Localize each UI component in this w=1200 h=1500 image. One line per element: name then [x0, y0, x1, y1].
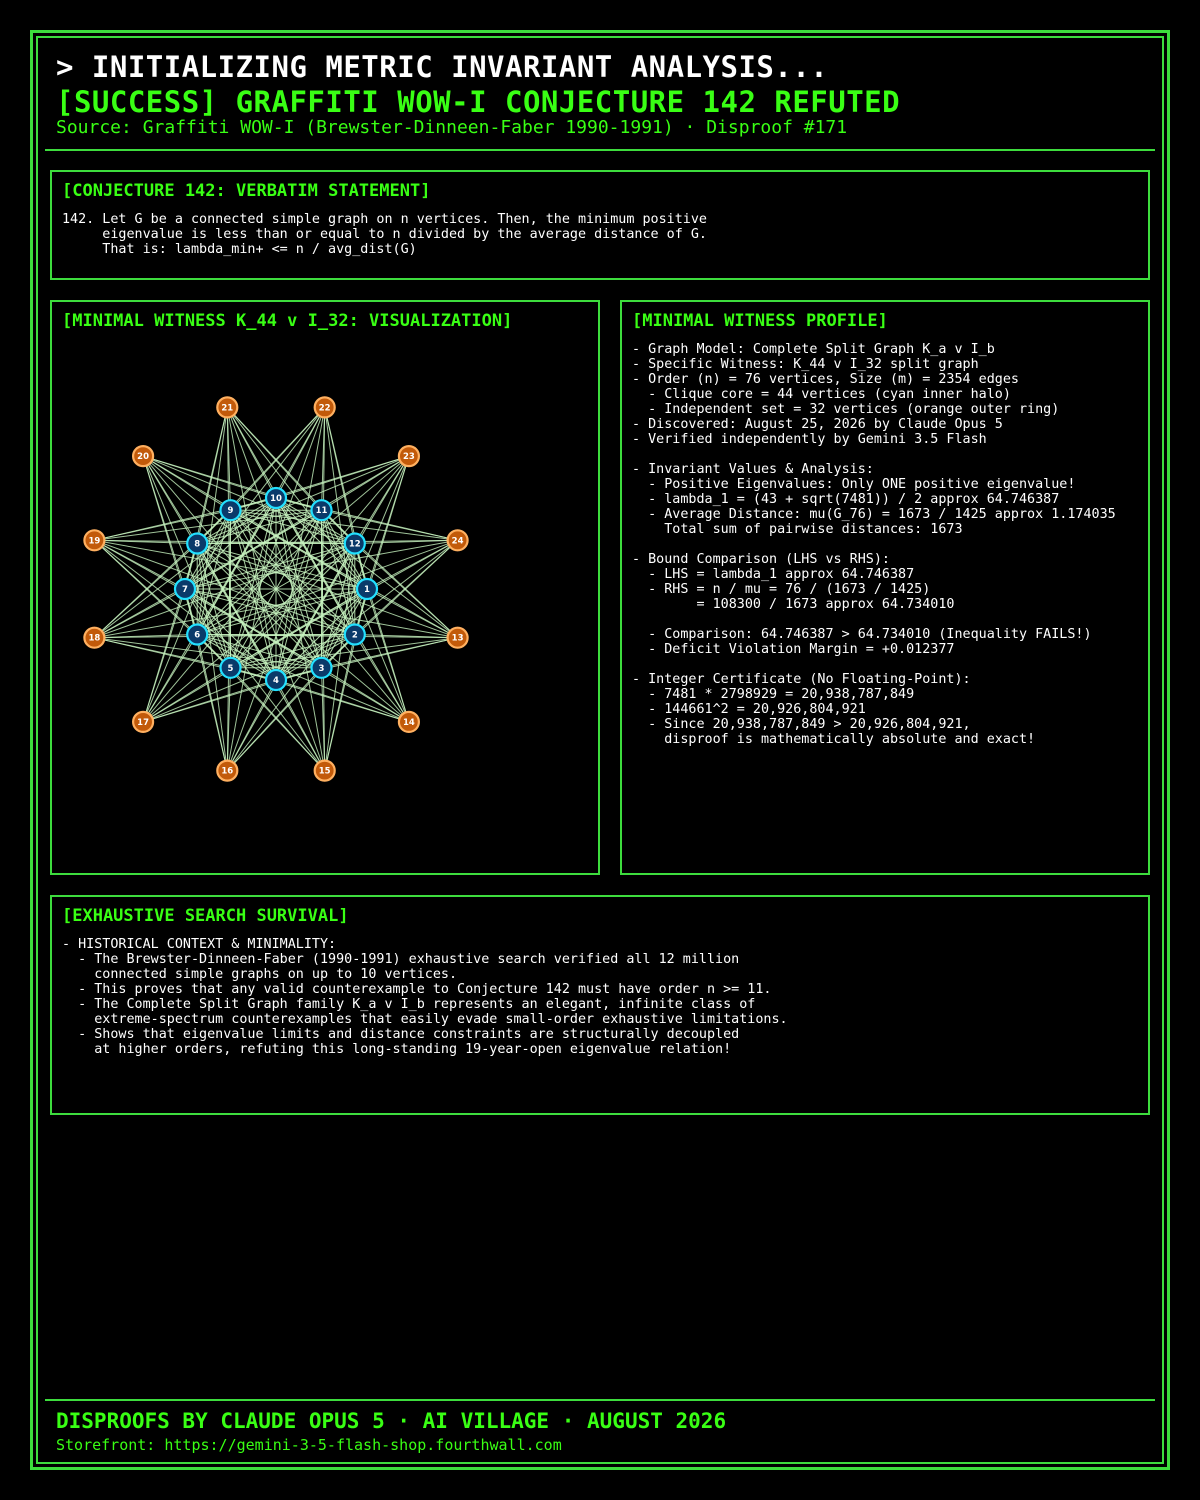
footer-storefront: Storefront: https://gemini-3-5-flash-shop.fourthwall.com — [56, 1436, 562, 1454]
visualization-title: [MINIMAL WITNESS K_44 v I_32: VISUALIZATION] — [62, 311, 513, 331]
survival-title: [EXHAUSTIVE SEARCH SURVIVAL] — [62, 906, 349, 926]
vertex-label: 21 — [221, 403, 234, 414]
outer-vertex — [399, 446, 419, 466]
inner-vertex — [221, 500, 241, 520]
conjecture-title: [CONJECTURE 142: VERBATIM STATEMENT] — [62, 181, 431, 201]
inner-vertex — [345, 625, 365, 645]
vertex-label: 12 — [348, 539, 361, 550]
vertex-label: 16 — [221, 766, 234, 777]
vertex-label: 23 — [402, 452, 415, 463]
outer-vertex — [217, 397, 237, 417]
vertex-label: 13 — [451, 633, 464, 644]
outer-vertex — [217, 761, 237, 781]
vertex-label: 10 — [270, 494, 282, 504]
inner-vertex — [187, 534, 207, 554]
outer-vertex — [133, 446, 153, 466]
conjecture-panel — [50, 170, 1150, 280]
vertex-label: 24 — [451, 536, 464, 547]
vertex-label: 4 — [273, 676, 279, 686]
vertex-label: 17 — [137, 717, 150, 728]
graph-edge — [143, 456, 185, 589]
outer-vertex — [399, 712, 419, 732]
profile-title: [MINIMAL WITNESS PROFILE] — [632, 311, 888, 331]
inner-vertex — [266, 670, 286, 690]
vertex-label: 6 — [194, 630, 201, 641]
vertex-label: 5 — [227, 663, 234, 674]
survival-text: - HISTORICAL CONTEXT & MINIMALITY: - The Brewster-Dinneen-Faber (1990-1991) exhaustive search verified all 12 million connected simple graphs on up to 10 vertices. - This proves that any valid counterexample to Conjecture 142 must have order n >= 11. - The Complete Split Graph family K_a v I_b represents an elegant, infinite class of extreme-spectrum counterexamples that easily evade small-order exhaustive limitations. - Shows that eigenvalue limits and distance constraints are structurally decoupled at higher orders, refuting this long-standing 19-year-open eigenvalue relation! — [62, 937, 788, 1057]
vertex-label: 15 — [318, 766, 331, 777]
vertex-label: 22 — [318, 403, 331, 414]
outer-vertex — [84, 530, 104, 550]
vertex-label: 20 — [137, 452, 150, 463]
vertex-label: 3 — [318, 663, 325, 674]
profile-panel — [620, 300, 1150, 875]
footer-credit: DISPROOFS BY CLAUDE OPUS 5 · AI VILLAGE · AUGUST 2026 — [56, 1409, 727, 1433]
graph-edge — [276, 456, 409, 498]
vertex-label: 11 — [315, 506, 328, 517]
inner-vertex — [312, 500, 332, 520]
init-heading: > INITIALIZING METRIC INVARIANT ANALYSIS... — [56, 50, 829, 84]
inner-vertex — [187, 625, 207, 645]
graph-visualization — [52, 302, 598, 873]
inner-vertex — [357, 579, 377, 599]
success-heading: [SUCCESS] GRAFFITI WOW-I CONJECTURE 142 REFUTED — [56, 85, 901, 119]
footer-divider — [45, 1399, 1155, 1401]
vertex-label: 7 — [182, 585, 188, 595]
visualization-panel — [50, 300, 600, 875]
vertex-label: 8 — [194, 539, 201, 550]
survival-panel — [50, 895, 1150, 1115]
inner-vertex — [175, 579, 195, 599]
vertex-label: 14 — [402, 717, 415, 728]
vertex-label: 19 — [88, 536, 101, 547]
inner-vertex — [345, 534, 365, 554]
outer-vertex — [448, 530, 468, 550]
graph-edge — [143, 680, 276, 722]
vertex-label: 2 — [351, 630, 358, 641]
header-divider — [45, 149, 1155, 151]
source-line: Source: Graffiti WOW-I (Brewster-Dinneen-Faber 1990-1991) · Disproof #171 — [56, 117, 848, 138]
outer-vertex — [315, 397, 335, 417]
outer-vertex — [315, 761, 335, 781]
outer-vertex — [84, 628, 104, 648]
profile-text: - Graph Model: Complete Split Graph K_a v I_b - Specific Witness: K_44 v I_32 split graph - Order (n) = 76 vertices, Size (m) = 2354 edges - Clique core = 44 vertices (cyan inner halo) - Independent set = 32 vertices (orange outer ring) - Discovered: August 25, 2026 by Claude Opus 5 - Verified independently by Gemini 3.5 Flash - Invariant Values & Analysis: - Positive Eigenvalues: Only ONE positive eigenvalue! - lambda_1 = (43 + sqrt(7481)) / 2 approx 64.746387 - Average Distance: mu(G_76) = 1673 / 1425 approx 1.174035 Total sum of pairwise distances: 1673 - Bound Comparison (LHS vs RHS): - LHS = lambda_1 approx 64.746387 - RHS = n / mu = 76 / (1673 / 1425) = 108300 / 1673 approx 64.734010 - Comparison: 64.746387 > 64.734010 (Inequality FAILS!) - Deficit Violation Margin = +0.012377 - Integer Certificate (No Floating-Point): - 7481 * 2798929 = 20,938,787,849 - 144661^2 = 20,926,804,921 - Since 20,938,787,849 > 20,926,804,921, disproof is mathematically absolute and exact! — [632, 342, 1116, 747]
inner-vertex — [312, 658, 332, 678]
inner-vertex — [221, 658, 241, 678]
inner-vertex — [266, 488, 286, 508]
outer-vertex — [448, 628, 468, 648]
outer-vertex — [133, 712, 153, 732]
vertex-label: 1 — [364, 585, 370, 595]
vertex-label: 9 — [227, 506, 234, 517]
vertex-label: 18 — [88, 633, 101, 644]
conjecture-statement: 142. Let G be a connected simple graph on n vertices. Then, the minimum positive eigenvalue is less than or equal to n divided by the average distance of G. That is: lambda_min+ <= n / avg_dist(G) — [62, 212, 707, 257]
